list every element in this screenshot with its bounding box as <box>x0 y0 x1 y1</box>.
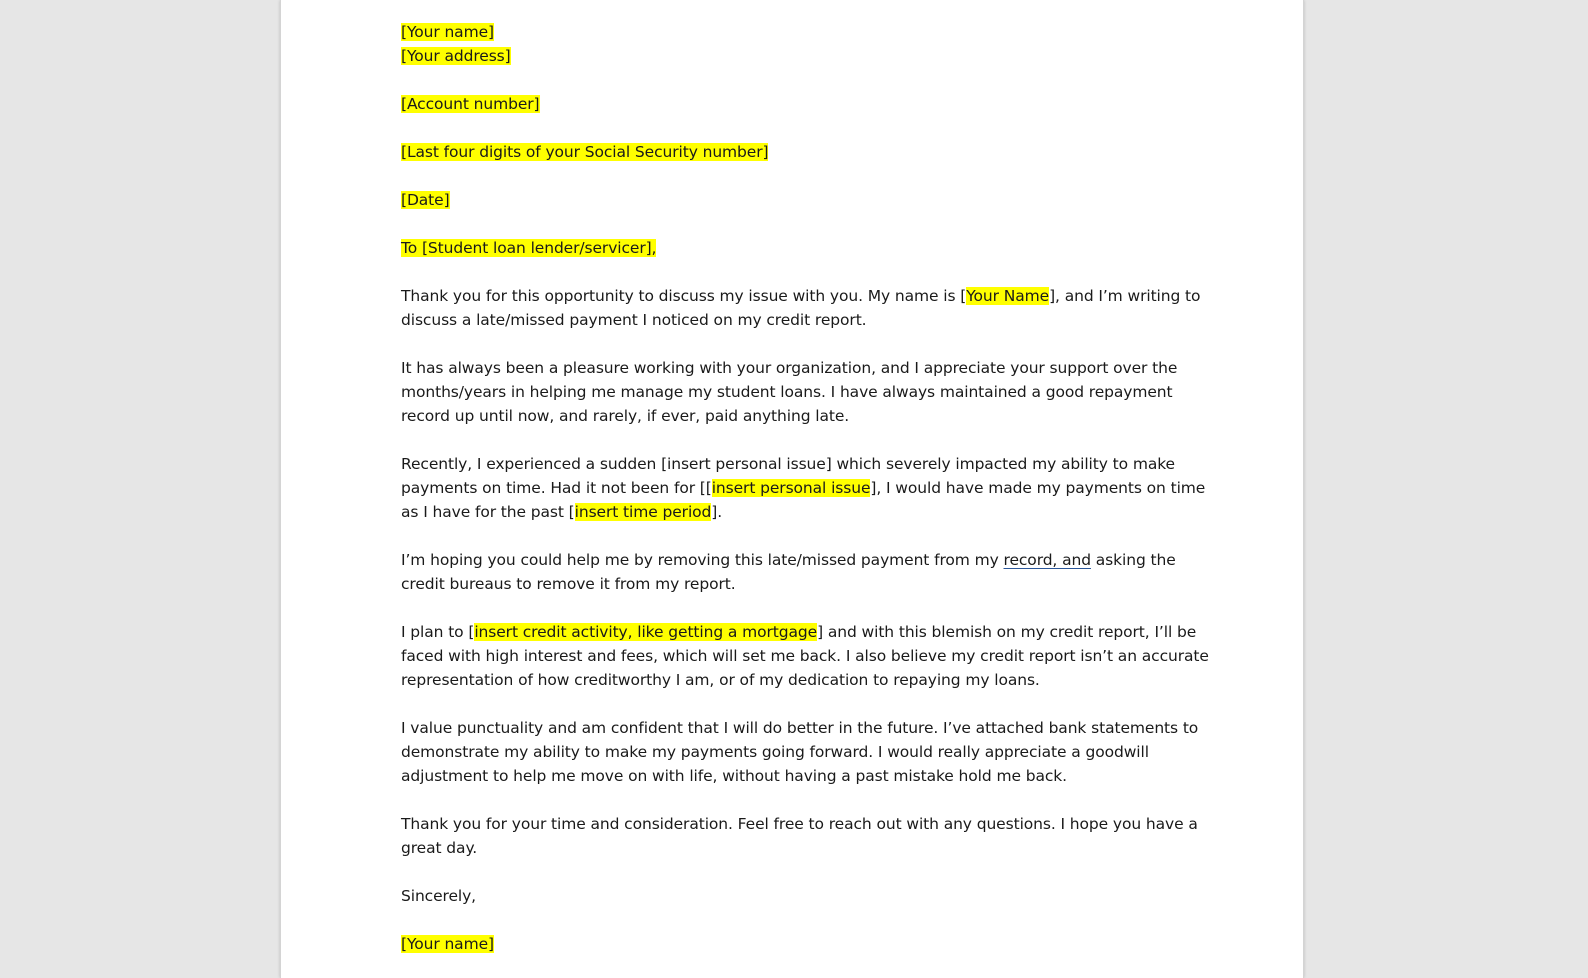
paragraph-line: record up until now, and rarely, if ever, paid anything late. <box>401 407 850 425</box>
salutation: To [Student loan lender/servicer], <box>401 239 657 257</box>
blank-line <box>401 164 1191 188</box>
document-page <box>280 0 1304 978</box>
header-account-number: [Account number] <box>401 95 540 113</box>
paragraph-5 <box>401 620 1209 692</box>
paragraph-line: as I have for the past [insert time period]. <box>401 503 723 521</box>
paragraph-line: adjustment to help me move on with life, without having a past mistake hold me back. <box>401 767 1067 785</box>
paragraph-line: faced with high interest and fees, which will set me back. I also believe my credit report isn’t an accurate <box>401 647 1209 665</box>
paragraph-line: I value punctuality and am confident that I will do better in the future. I’ve attached bank statements to <box>401 719 1199 737</box>
signature-name: [Your name] <box>401 935 494 953</box>
paragraph-line: representation of how creditworthy I am, or of my dedication to repaying my loans. <box>401 671 1040 689</box>
grammar-underline[interactable]: record, and <box>1003 551 1091 569</box>
paragraph-line: great day. <box>401 839 478 857</box>
header-your-address: [Your address] <box>401 47 511 65</box>
blank-line <box>401 908 1191 932</box>
letter-body[interactable] <box>401 20 1209 956</box>
blank-line <box>401 116 1191 140</box>
paragraph-line: payments on time. Had it not been for [[insert personal issue], I would have made my payments on time <box>401 479 1206 497</box>
paragraph-line: credit bureaus to remove it from my report. <box>401 575 736 593</box>
paragraph-line: I plan to [insert credit activity, like getting a mortgage] and with this blemish on my credit report, I’ll be <box>401 623 1197 641</box>
paragraph-line: Recently, I experienced a sudden [insert personal issue] which severely impacted my ability to make <box>401 455 1175 473</box>
header-date: [Date] <box>401 191 450 209</box>
paragraph-2 <box>401 356 1191 428</box>
paragraph-6 <box>401 716 1199 788</box>
blank-line <box>401 260 1191 284</box>
paragraph-line: It has always been a pleasure working with your organization, and I appreciate your support over the <box>401 359 1178 377</box>
paragraph-1 <box>401 284 1201 332</box>
blank-line <box>401 212 1191 236</box>
closing: Sincerely, <box>401 887 477 905</box>
paragraph-3 <box>401 452 1206 524</box>
paragraph-7 <box>401 812 1198 860</box>
paragraph-line: Thank you for this opportunity to discuss my issue with you. My name is [Your Name], and I’m writing to <box>401 287 1201 305</box>
paragraph-4 <box>401 548 1191 596</box>
header-ssn-last-four: [Last four digits of your Social Security number] <box>401 143 769 161</box>
blank-line <box>401 68 1191 92</box>
paragraph-line: demonstrate my ability to make my payments going forward. I would really appreciate a goodwill <box>401 743 1149 761</box>
header-your-name: [Your name] <box>401 23 494 41</box>
paragraph-line: discuss a late/missed payment I noticed on my credit report. <box>401 311 867 329</box>
paragraph-line: months/years in helping me manage my student loans. I have always maintained a good repayment <box>401 383 1173 401</box>
paragraph-line: Thank you for your time and consideration. Feel free to reach out with any questions. I hope you have a <box>401 815 1198 833</box>
paragraph-line: I’m hoping you could help me by removing this late/missed payment from my record, and asking the <box>401 551 1176 569</box>
